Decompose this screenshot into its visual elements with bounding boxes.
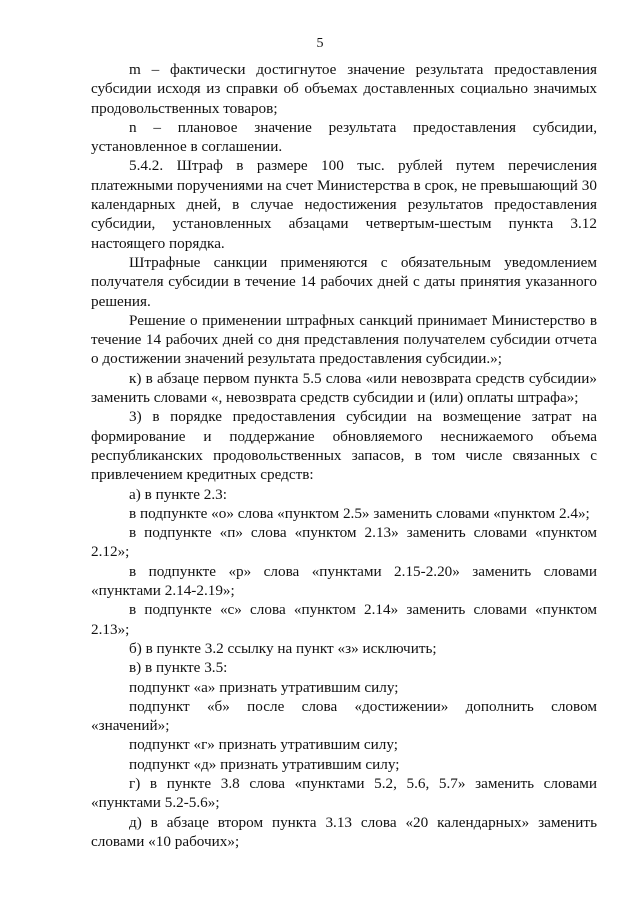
- page-number: 5: [316, 36, 324, 51]
- document-body: [91, 60, 597, 851]
- paragraph-subitem-s: в подпункте «с» слова «пунктом 2.14» заменить словами «пунктом 2.13»;: [91, 601, 597, 638]
- paragraph-item-a: а) в пункте 2.3:: [129, 485, 227, 503]
- paragraph-subitem-r: в подпункте «р» слова «пунктами 2.15-2.20» заменить словами «пунктами 2.14-2.19»;: [91, 562, 597, 600]
- paragraph-5-4-2: 5.4.2. Штраф в размере 100 тыс. рублей путем перечисления платежными поручениями на счет Министерства в срок, не превышающий 30 календарных дней, в случае недостижения результатов предоставления субсидии, установленных абзацами четвертым-шестым пункта 3.12 настоящего порядка.: [91, 157, 597, 252]
- paragraph-item-3: 3) в порядке предоставления субсидии на возмещение затрат на формирование и поддержание обновляемого неснижаемого объема республиканских продовольственных запасов, в том числе связанных с привлечением кредитных средств:: [91, 408, 597, 484]
- paragraph-subitem-b-add: подпункт «б» после слова «достижении» дополнить словом «значений»;: [91, 697, 597, 735]
- paragraph-item-v: в) в пункте 3.5:: [129, 659, 228, 677]
- paragraph-item-d: д) в абзаце втором пункта 3.13 слова «20 календарных» заменить словами «10 рабочих»;: [91, 813, 597, 850]
- paragraph-item-g: г) в пункте 3.8 слова «пунктами 5.2, 5.6, 5.7» заменить словами «пунктами 5.2-5.6»;: [91, 774, 597, 812]
- paragraph-penalty-notice: Штрафные санкции применяются с обязательным уведомлением получателя субсидии в течение 14 рабочих дней с даты принятия указанного решения.: [91, 253, 597, 310]
- paragraph-subitem-a-void: подпункт «а» признать утратившим силу;: [129, 678, 399, 696]
- paragraph-formula-m: m – фактически достигнутое значение результата предоставления субсидии исходя из справки об объемах доставленных социально значимых продовольственных товаров;: [91, 61, 597, 117]
- paragraph-subitem-g-void: подпункт «г» признать утратившим силу;: [129, 736, 398, 754]
- paragraph-subitem-o: в подпункте «о» слова «пунктом 2.5» заменить словами «пунктом 2.4»;: [129, 504, 590, 522]
- paragraph-item-k: к) в абзаце первом пункта 5.5 слова «или невозврата средств субсидии» заменить словами «, невозврата средств субсидии и (или) оплаты штрафа»;: [91, 369, 597, 407]
- paragraph-subitem-d-void: подпункт «д» признать утратившим силу;: [129, 755, 400, 773]
- paragraph-item-b: б) в пункте 3.2 ссылку на пункт «з» исключить;: [129, 639, 437, 657]
- paragraph-penalty-decision: Решение о применении штрафных санкций принимает Министерство в течение 14 рабочих дней со дня представления получателем субсидии отчета о достижении значений результата предоставления субсидии.»;: [91, 311, 597, 368]
- paragraph-subitem-p: в подпункте «п» слова «пунктом 2.13» заменить словами «пунктом 2.12»;: [91, 524, 597, 561]
- paragraph-formula-n: n – плановое значение результата предоставления субсидии, установленное в соглашении.: [91, 118, 597, 156]
